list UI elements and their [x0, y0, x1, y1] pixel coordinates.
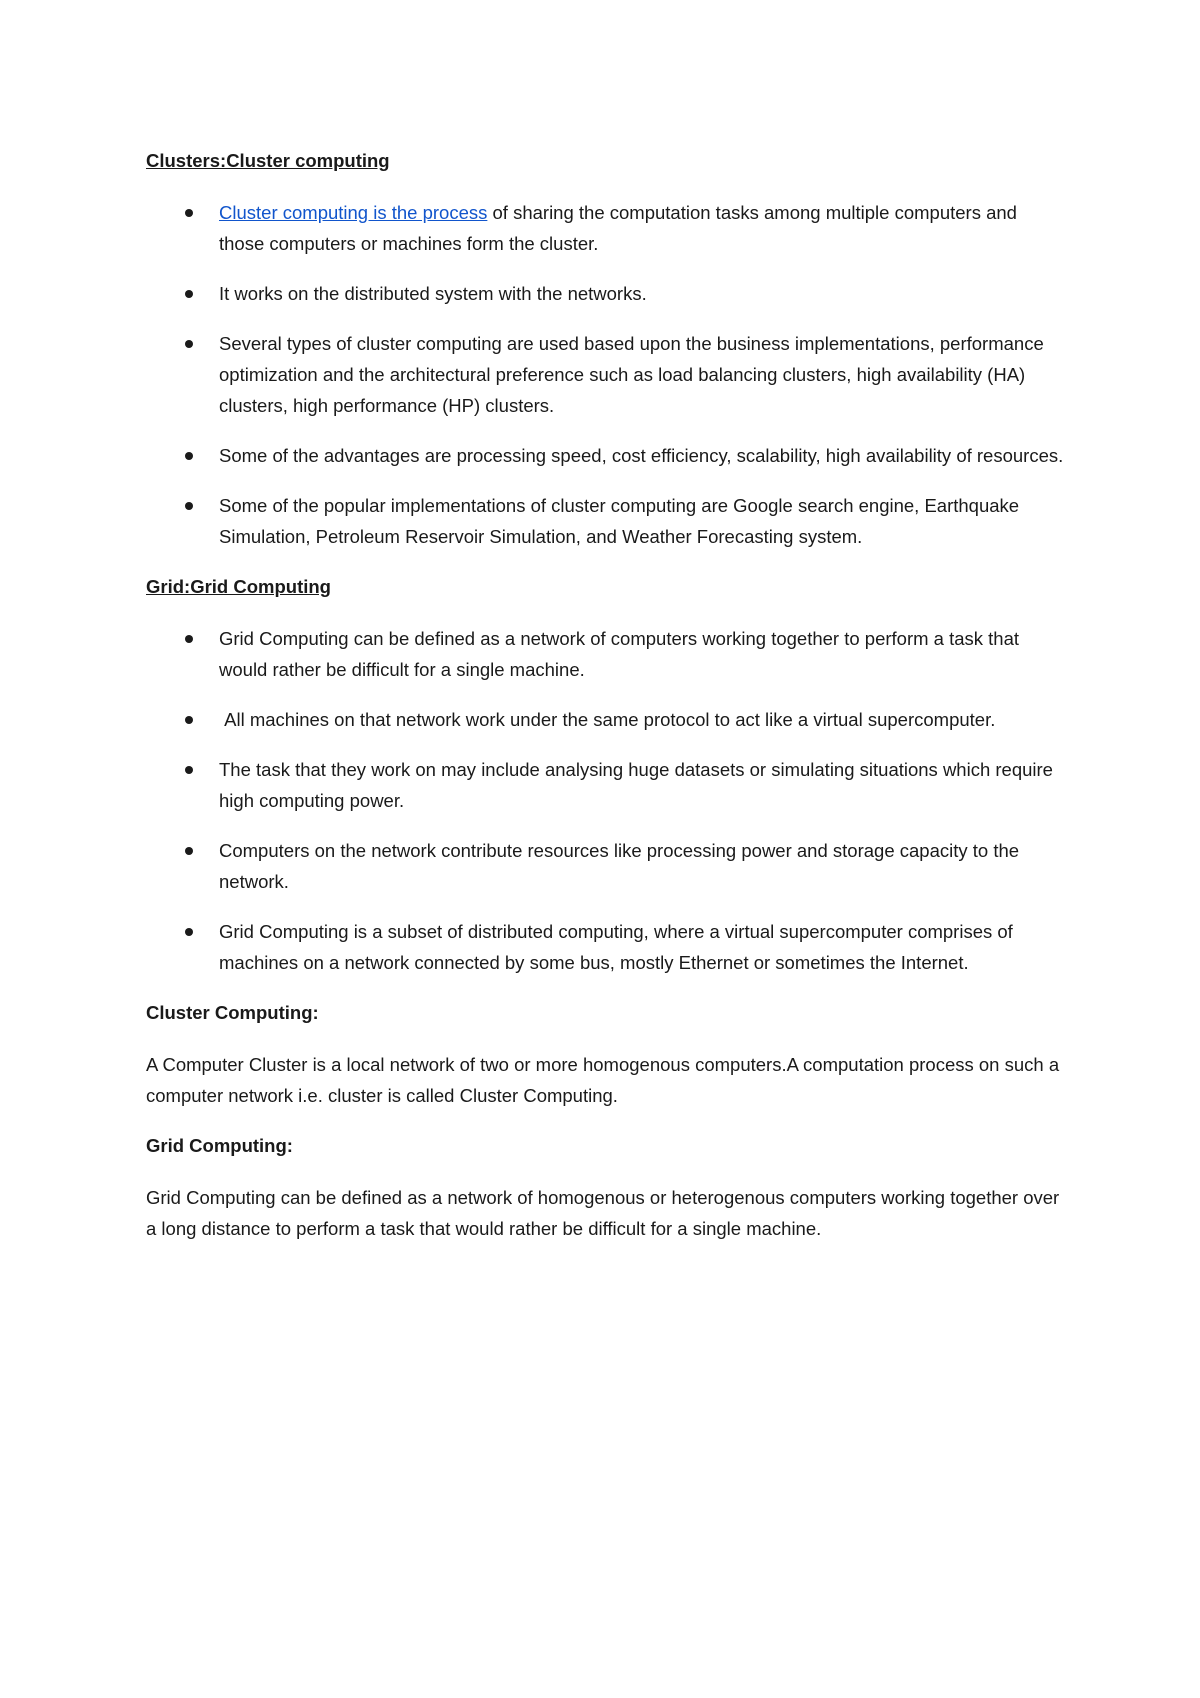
list-item: [146, 623, 1066, 685]
list-item-text: Several types of cluster computing are used based upon the business implementations, performance optimization and the architectural preference such as load balancing clusters, high availability (HA) clusters, high performance (HP) clusters.: [219, 333, 1044, 416]
cluster-bullet-list: [146, 197, 1066, 552]
list-item: [146, 278, 1066, 309]
grid-bullet-list: [146, 623, 1066, 978]
list-item: [146, 328, 1066, 421]
bullet-icon: [185, 928, 193, 936]
list-item-text: Computers on the network contribute resources like processing power and storage capacity to the network.: [219, 840, 1020, 892]
list-item-text: All machines on that network work under the same protocol to act like a virtual supercomputer.: [219, 709, 996, 730]
bullet-icon: [185, 340, 193, 348]
list-item-text: Some of the advantages are processing speed, cost efficiency, scalability, high availability of resources.: [219, 445, 1064, 466]
bullet-icon: [185, 766, 193, 774]
section-heading-grid-computing: Grid Computing:: [146, 1135, 293, 1156]
cluster-computing-paragraph: A Computer Cluster is a local network of two or more homogenous computers.A computation process on such a computer network i.e. cluster is called Cluster Computing.: [146, 1054, 1060, 1106]
cluster-computing-link[interactable]: Cluster computing is the process: [219, 202, 488, 223]
section-heading-grid: Grid:Grid Computing: [146, 576, 331, 597]
document-body: [146, 145, 1066, 1263]
list-item: [146, 440, 1066, 471]
list-item: [146, 754, 1066, 816]
list-item: [146, 490, 1066, 552]
list-item: [146, 835, 1066, 897]
grid-computing-paragraph: Grid Computing can be defined as a network of homogenous or heterogenous computers working together over a long distance to perform a task that would rather be difficult for a single machine.: [146, 1187, 1060, 1239]
list-item: [146, 916, 1066, 978]
list-item-text: Grid Computing is a subset of distributed computing, where a virtual supercomputer comprises of machines on a network connected by some bus, mostly Ethernet or sometimes the Internet.: [219, 921, 1013, 973]
section-heading-clusters: Clusters:Cluster computing: [146, 150, 390, 171]
bullet-icon: [185, 635, 193, 643]
list-item-text: It works on the distributed system with the networks.: [219, 283, 647, 304]
list-item: [146, 704, 1066, 735]
list-item-text: The task that they work on may include analysing huge datasets or simulating situations which require high computing power.: [219, 759, 1053, 811]
bullet-icon: [185, 209, 193, 217]
bullet-icon: [185, 290, 193, 298]
section-heading-cluster-computing: Cluster Computing:: [146, 1002, 319, 1023]
bullet-icon: [185, 847, 193, 855]
bullet-icon: [185, 452, 193, 460]
bullet-icon: [185, 716, 193, 724]
list-item-text: Grid Computing can be defined as a network of computers working together to perform a task that would rather be difficult for a single machine.: [219, 628, 1020, 680]
bullet-icon: [185, 502, 193, 510]
list-item-text: Some of the popular implementations of cluster computing are Google search engine, Earthquake Simulation, Petroleum Reservoir Simulation, and Weather Forecasting system.: [219, 495, 1020, 547]
list-item-text: of sharing the computation tasks among multiple computers and those computers or machines form the cluster.: [219, 202, 1017, 254]
list-item: [146, 197, 1066, 259]
